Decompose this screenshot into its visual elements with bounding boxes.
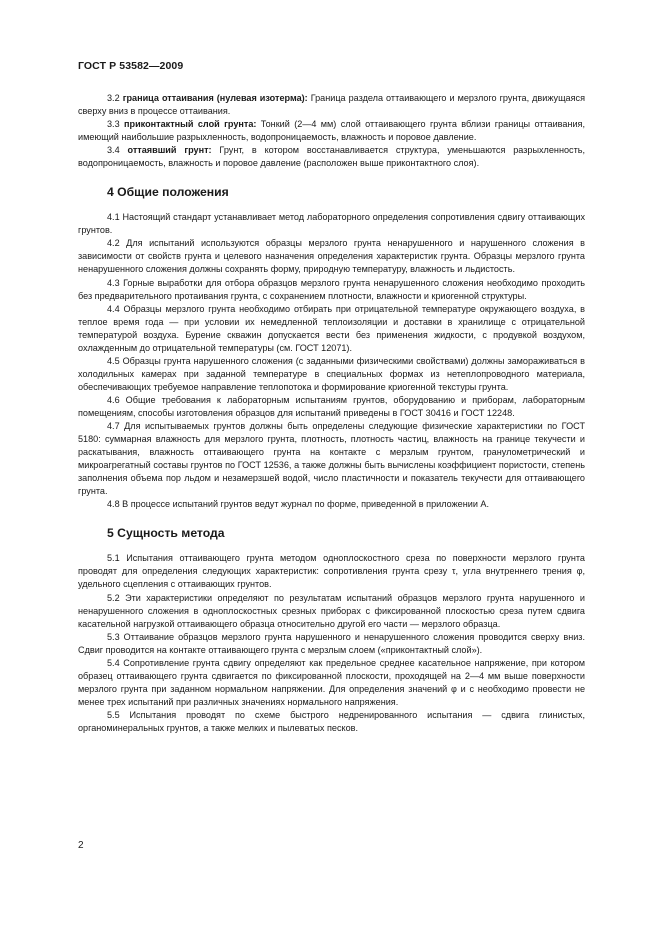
- paragraph-4-2: 4.2 Для испытаний используются образцы мерзлого грунта ненарушенного и нарушенного сложения в зависимости от свойств грунта и целевого назначения определения характеристик грунта. Образцы мерзлого грунта ненарушенного сложения должны сохранять форму, природную температуру, влажность и льдистость.: [78, 238, 585, 275]
- paragraph-5-3: 5.3 Оттаивание образцов мерзлого грунта нарушенного и ненарушенного сложения проводится сверху вниз. Сдвиг проводится на контакте оттаивающего грунта с мерзлым слоем («приконтактный слой»).: [78, 631, 585, 655]
- section-heading-4: 4 Общие положения: [107, 185, 229, 200]
- paragraph-4-7: 4.7 Для испытываемых грунтов должны быть определены следующие физические характеристики по ГОСТ 5180: суммарная влажность для мерзлого грунта, плотность, плотность частиц, влажность на границе текучести и раскатывания, влажность оттаивающего грунта на контакте с мерзлым грунтом, гранулометрический и микроагрегатный составы грунтов по ГОСТ 12536, а также должны быть вычислены коэффициент пористости, степень заполнения объема пор льдом и незамерзшей водой, число пластичности и показатель текучести для оттаивающего грунта.: [78, 421, 585, 497]
- term-name: приконтактный слой грунта:: [124, 119, 257, 130]
- paragraph-4-6: 4.6 Общие требования к лабораторным испытаниям грунтов, оборудованию и приборам, лабораторным помещениям, способы изготовления образцов для испытаний приведены в ГОСТ 30416 и ГОСТ 12248.: [78, 394, 585, 418]
- paragraph-4-1: 4.1 Настоящий стандарт устанавливает метод лабораторного определения сопротивления сдвигу оттаивающих грунтов.: [78, 212, 585, 236]
- term-name: граница оттаивания (нулевая изотерма):: [122, 93, 308, 103]
- paragraph-4-5: 4.5 Образцы грунта нарушенного сложения (с заданными физическими свойствами) должны замораживаться в холодильных камерах при заданной температуре в специальных формах из нетеплопроводного материала, обеспечивающих требуемое направление теплопотока и формирование криогенной текстуры грунта.: [78, 355, 585, 392]
- document-body: [78, 92, 585, 735]
- paragraph-4-4: 4.4 Образцы мерзлого грунта необходимо отбирать при отрицательной температуре окружающего воздуха, в теплое время года — при условии их немедленной теплоизоляции и доставки в хранилище с отрицательной температурой воздуха. Бурение скважин допускается вести без применения жидкости, с продувкой воздухом, охлажденным до отрицательной температуры (см. ГОСТ 12071).: [78, 303, 585, 353]
- paragraph-5-2: 5.2 Эти характеристики определяют по результатам испытаний образцов мерзлого грунта нарушенного и ненарушенного сложения в одноплоскостных срезных приборах с фиксированной плоскостью среза путем сдвига касательной нагрузкой оттаивающего образца относительно другой его части — мерзлого образца.: [78, 592, 585, 629]
- paragraph-4-3: 4.3 Горные выработки для отбора образцов мерзлого грунта ненарушенного сложения необходимо проходить без предварительного протаивания грунта, с сохранением плотности, влажности и криогенной структуры.: [78, 277, 585, 301]
- paragraph-5-1: 5.1 Испытания оттаивающего грунта методом одноплоскостного среза по поверхности мерзлого грунта проводят для определения следующих характеристик: сопротивления грунта срезу τ, угла внутреннего трения φ, удельного сцепления с оттаивающих грунтов.: [78, 553, 585, 590]
- term-paragraph-3-3: 3.3 приконтактный слой грунта: Тонкий (2—4 мм) слой оттаивающего грунта вблизи границы оттаивания, имеющий наибольшие разрыхленность, водопроницаемость, влажность и поровое давление.: [78, 119, 586, 143]
- page-number: 2: [78, 840, 84, 851]
- term-paragraph-3-4: 3.4 оттаявший грунт: Грунт, в котором восстанавливается структура, уменьшаются разрыхленность, водопроницаемость, влажность и поровое давление (расположен выше приконтактного слоя).: [78, 145, 585, 169]
- paragraph-5-5: 5.5 Испытания проводят по схеме быстрого недренированного испытания — сдвига глинистых, органоминеральных грунтов, а также мелких и пылеватых песков.: [78, 709, 585, 733]
- document-header: ГОСТ Р 53582—2009: [78, 60, 184, 72]
- paragraph-5-4: 5.4 Сопротивление грунта сдвигу определяют как предельное среднее касательное напряжение, при котором образец оттаивающего грунта сдвигается по фиксированной плоскости, проходящей на 2—4 мм выше поверхности мерзлого грунта при заданном нормальном напряжении. Для определения значений φ и с необходимо провести не менее трех испытаний при различных значениях нормального напряжения.: [78, 657, 585, 707]
- paragraph-4-8: 4.8 В процессе испытаний грунтов ведут журнал по форме, приведенной в приложении А.: [107, 499, 490, 510]
- term-paragraph-3-2: 3.2 граница оттаивания (нулевая изотерма): Граница раздела оттаивающего и мерзлого грунта, движущаяся сверху вниз в процессе оттаивания.: [78, 93, 586, 117]
- term-name: оттаявший грунт:: [127, 145, 212, 156]
- section-heading-5: 5 Сущность метода: [107, 526, 225, 541]
